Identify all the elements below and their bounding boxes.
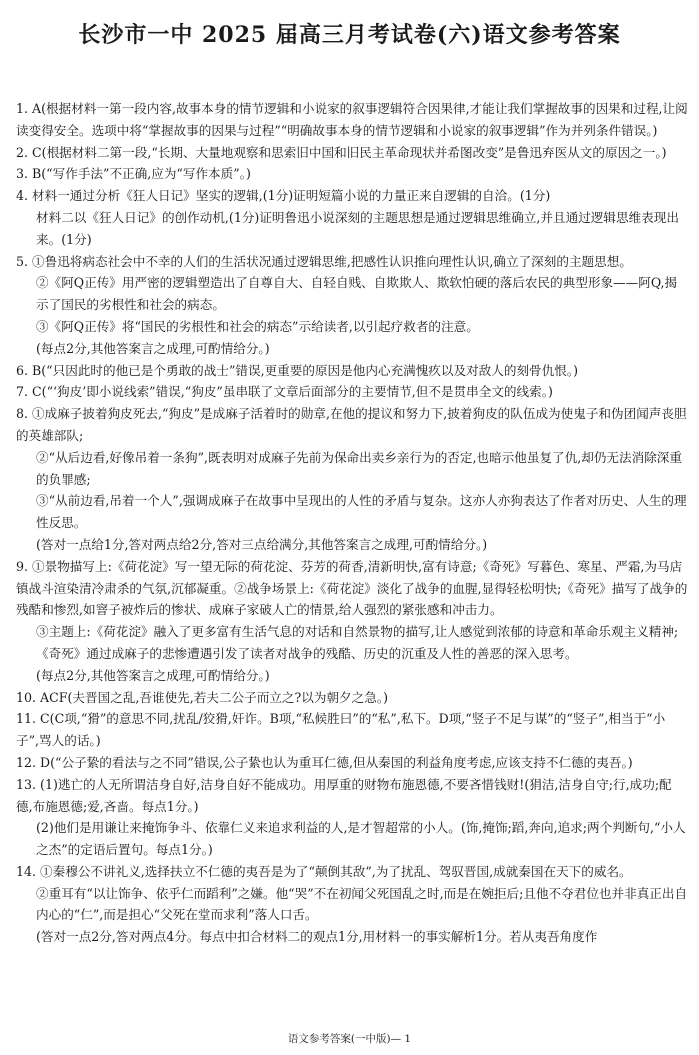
answer-3: 3. B(“写作手法”不正确,应为“写作本质”。) [16,166,251,182]
answer-8: 8. ①成麻子披着狗皮死去,“狗皮”是成麻子活着时的勋章,在他的提议和努力下,披着狗皮的队伍成为使鬼子和伪团闻声丧胆的英雄部队; [16,406,687,443]
answer-5-point-3: ③《阿Q正传》将“国民的劣根性和社会的病态”示给读者,以引起疗救者的注意。 [36,318,479,334]
answer-6: 6. B(“只因此时的他已是个勇敢的战士”错误,更重要的原因是他内心充满愧疚以及对敌人的刻骨仇恨。) [16,362,579,378]
answer-9-point-3: ③主题上:《荷花淀》融入了更多富有生活气息的对话和自然景物的描写,让人感觉到浓郁的诗意和革命乐观主义精神;《奇死》通过成麻子的悲惨遭遇引发了读者对战争的残酷、历史的沉重及人性的善恶的深入思考。 [36,624,679,661]
answer-14: 14. ①秦穆公不讲礼义,选择扶立不仁德的夷吾是为了“颠倒其敌”,为了扰乱、驾驭晋国,成就秦国在天下的威名。 [16,863,632,879]
answer-10: 10. ACF(夫晋国之乱,吾谁使先,若夫二公子而立之?以为朝夕之急。) [16,689,389,705]
answer-5: 5. ①鲁迅将病态社会中不幸的人们的生活状况通过逻辑思维,把感性认识推向理性认识,确立了深刻的主题思想。 [16,253,632,269]
answer-13-part-2: (2)他们是用谦让来掩饰争斗、依靠仁义来追求利益的人,是才智超常的小人。(饰,掩饰;蹈,奔向,追求;两个判断句,“小人之杰”的定语后置句。每点1分。) [36,820,686,858]
answer-12: 12. D(“公子絷的看法与之不同”错误,公子絷也认为重耳仁德,但从秦国的利益角度考虑,应该支持不仁德的夷吾。) [16,754,633,770]
answer-11: 11. C(C项,“猾”的意思不同,扰乱/狡猾,奸诈。B项,“私候胜曰”的“私”,私下。D项,“竖子不足与谋”的“竖子”,相当于“小子”,骂人的话。) [16,711,666,749]
answer-1: 1. A(根据材料一第一段内容,故事本身的情节逻辑和小说家的叙事逻辑符合因果律,才能让我们掌握故事的因果和过程,让阅读变得安全。选项中将“掌握故事的因果与过程”“明确故事本身的情节逻辑和小说家的叙事逻辑”作为并列条件错误。) [16,101,688,138]
answer-2: 2. C(根据材料二第一段,“长期、大量地观察和思索旧中国和旧民主革命现状并希图改变”是鲁迅弃医从文的原因之一。) [16,144,667,160]
answer-4-cont: 材料二以《狂人日记》的创作动机,(1分)证明鲁迅小说深刻的主题思想是通过逻辑思维确立,并且通过逻辑思维表现出来。(1分) [36,209,679,247]
answer-8-point-2: ②“从后边看,好像吊着一条狗”,既表明对成麻子先前为保命出卖乡亲行为的否定,也暗示他虽复了仇,却仍无法消除深重的负罪感; [36,449,682,487]
answer-5-scoring: (每点2分,其他答案言之成理,可酌情给分。) [36,340,270,356]
answer-14-scoring: (答对一点2分,答对两点4分。每点中扣合材料二的观点1分,用材料一的事实解析1分。若从夷吾角度作 [36,929,598,945]
answer-7: 7. C(“‘狗皮’即小说线索”错误,“狗皮”虽串联了文章后面部分的主要情节,但不是贯串全文的线索。) [16,384,553,400]
page-footer: 语文参考答案(一中版)— 1 [287,1033,412,1045]
answer-13: 13. (1)逃亡的人无所谓洁身自好,洁身自好不能成功。用厚重的财物布施恩德,不要吝惜钱财!(狷洁,洁身自守;行,成功;配德,布施恩德;爱,吝啬。每点1分。) [16,776,672,814]
answer-list [16,98,688,948]
answer-14-point-2: ②重耳有“以让饰争、依乎仁而蹈利”之嫌。他“哭”不在初闻父死国乱之时,而是在婉拒后;且他不夺君位也并非真正出自内心的“仁”,而是担心“父死在堂而求利”落人口舌。 [36,885,688,923]
answer-4: 4. 材料一通过分析《狂人日记》坚实的逻辑,(1分)证明短篇小说的力量正来自逻辑的自洽。(1分) [16,188,551,204]
answer-8-scoring: (答对一点给1分,答对两点给2分,答对三点给满分,其他答案言之成理,可酌情给分。) [36,536,488,552]
answer-9-scoring: (每点2分,其他答案言之成理,可酌情给分。) [36,667,270,683]
page-title: 长沙市一中 2025 届高三月考试卷(六)语文参考答案 [78,22,621,48]
answer-9: 9. ①景物描写上:《荷花淀》写一望无际的荷花淀、芬芳的荷香,清新明快,富有诗意;《奇死》写暮色、寒星、严霜,为马店镇战斗渲染清冷肃杀的气氛,沉郁凝重。②战争场景上:《荷花淀》淡化了战争的血腥,显得轻松明快;《奇死》描写了战争的残酷和惨烈,如窨子被炸后的惨状、成麻子家破人亡的情景,给人强烈的紧张感和冲击力。 [16,558,688,618]
answer-5-point-2: ②《阿Q正传》用严密的逻辑塑造出了自尊自大、自轻自贱、自欺欺人、欺软怕硬的落后农民的典型形象——阿Q,揭示了国民的劣根性和社会的病态。 [36,275,678,313]
answer-8-point-3: ③“从前边看,吊着一个人”,强调成麻子在故事中呈现出的人性的矛盾与复杂。这亦人亦狗表达了作者对历史、人生的理性反思。 [36,493,687,531]
